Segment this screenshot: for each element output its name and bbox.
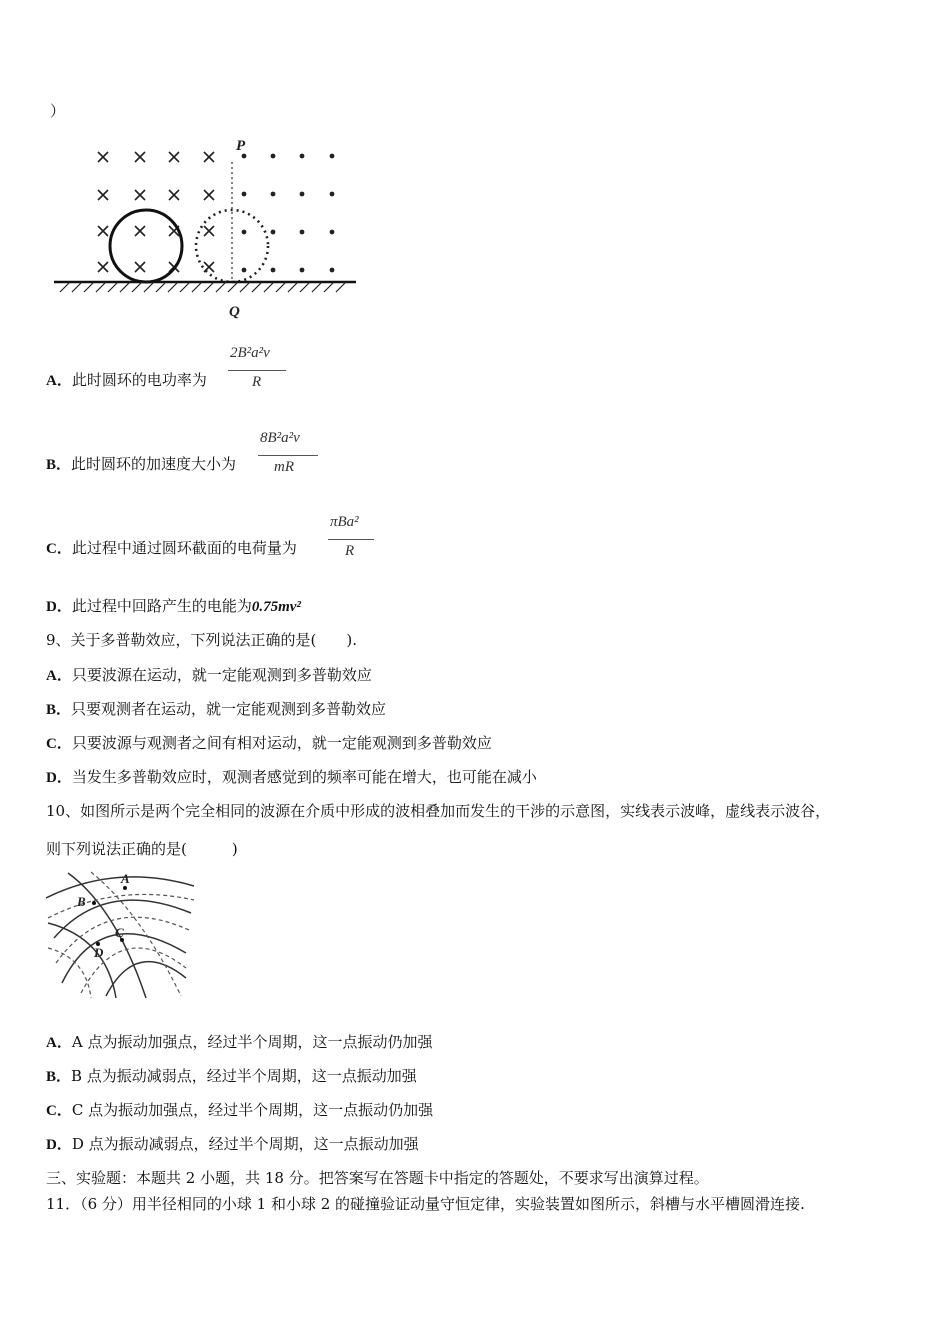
label-a: A	[121, 871, 130, 886]
q10-stem-line2: 则下列说法正确的是( )	[46, 840, 238, 858]
q10-stem-line1: 10、如图所示是两个完全相同的波源在介质中形成的波相叠加而发生的干涉的示意图，实线表示波峰，虚线表示波谷，	[46, 802, 831, 820]
q8-option-a: A．此时圆环的电功率为	[46, 371, 207, 389]
q8-option-c: C．此过程中通过圆环截面的电荷量为	[46, 539, 297, 557]
q8-option-d: D．此过程中回路产生的电能为0.75mv²	[46, 597, 301, 615]
label-c: C	[115, 925, 124, 940]
ring-solid	[110, 210, 182, 282]
q8-a-fraction: 2B²a²v R	[228, 345, 288, 395]
q9-option-b: B．只要观测者在运动，就一定能观测到多普勒效应	[46, 700, 387, 718]
q9-stem: 9、关于多普勒效应，下列说法正确的是( ).	[46, 631, 358, 649]
wave-interference-figure	[46, 868, 196, 1003]
q9-option-a: A．只要波源在运动，就一定能观测到多普勒效应	[46, 666, 372, 684]
q8-b-fraction: 8B²a²v mR	[258, 430, 320, 480]
q9-option-c: C．只要波源与观测者之间有相对运动，就一定能观测到多普勒效应	[46, 734, 492, 752]
label-p: P	[236, 138, 246, 154]
ground-hatching	[60, 282, 346, 292]
q8-c-fraction: πBa² R	[328, 514, 378, 564]
continuation-bracket: ）	[50, 102, 66, 120]
q11-stem: 11．（6 分）用半径相同的小球 1 和小球 2 的碰撞验证动量守恒定律，实验装置如图所示，斜槽与水平槽圆滑连接.	[46, 1195, 805, 1213]
q9-option-d: D．当发生多普勒效应时，观测者感觉到的频率可能在增大，也可能在减小	[46, 768, 537, 786]
q8-option-b: B．此时圆环的加速度大小为	[46, 455, 237, 473]
label-d: D	[94, 945, 104, 960]
q10-option-a: A．A 点为振动加强点，经过半个周期，这一点振动仍加强	[46, 1033, 433, 1051]
q10-option-b: B．B 点为振动减弱点，经过半个周期，这一点振动加强	[46, 1067, 417, 1085]
magnetic-field-ring-figure	[46, 132, 366, 327]
q10-option-d: D．D 点为振动减弱点，经过半个周期，这一点振动加强	[46, 1135, 419, 1153]
label-b: B	[77, 894, 86, 909]
ring-dotted	[196, 210, 268, 282]
section3-title: 三、实验题：本题共 2 小题，共 18 分。把答案写在答题卡中指定的答题处，不要求写出演算过程。	[46, 1169, 709, 1187]
dot-field-markers	[242, 154, 335, 273]
label-q: Q	[229, 304, 240, 320]
q10-option-c: C．C 点为振动加强点，经过半个周期，这一点振动仍加强	[46, 1101, 434, 1119]
